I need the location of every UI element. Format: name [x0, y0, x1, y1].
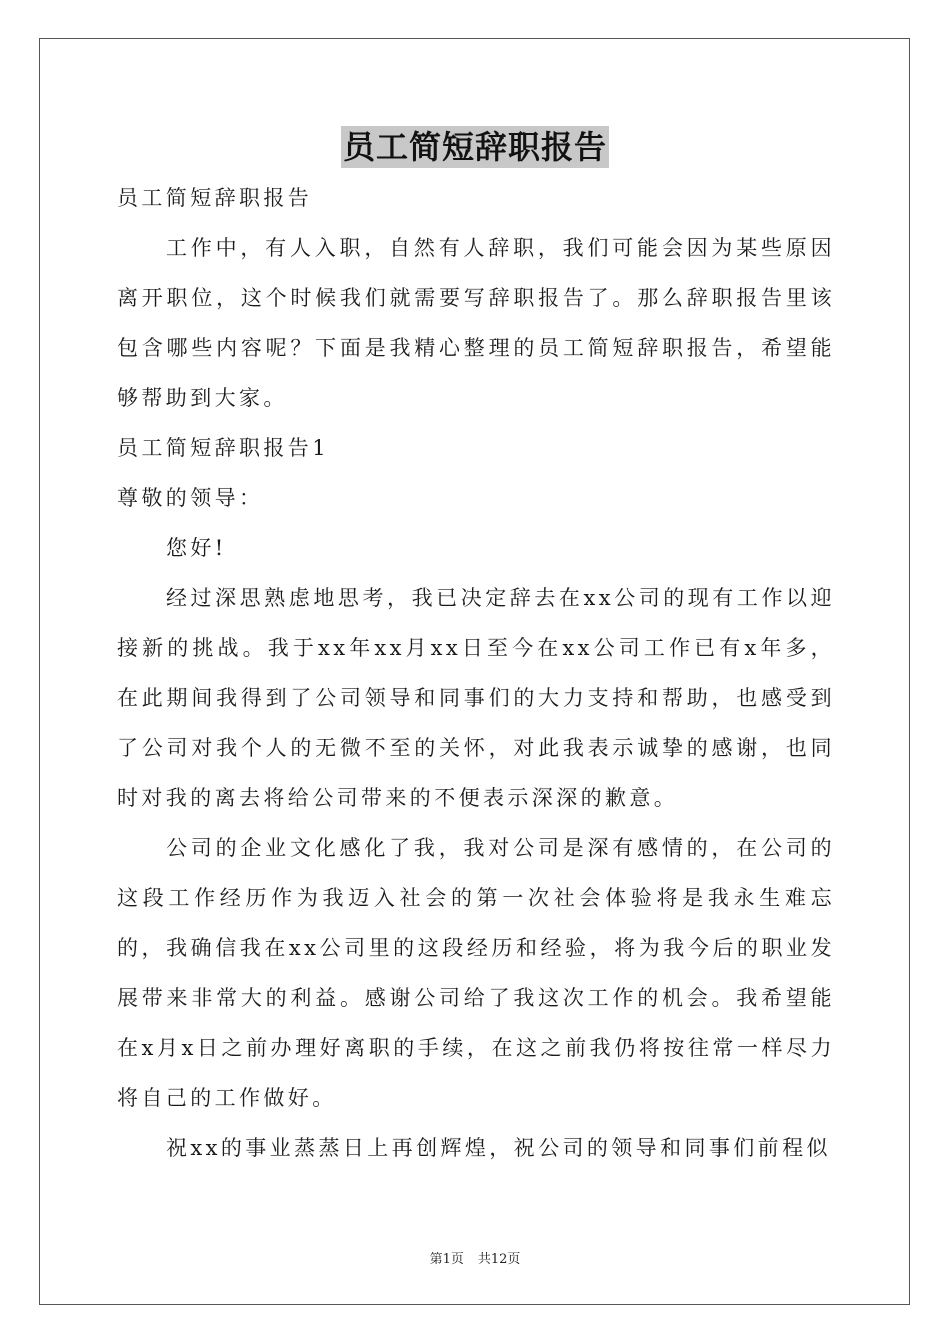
paragraph-body-1: 经过深思熟虑地思考，我已决定辞去在xx公司的现有工作以迎接新的挑战。我于xx年xx月xx日至今在xx公司工作已有x年多，在此期间我得到了公司领导和同事们的大力支持和帮助，也感受到了公司对我个人的无微不至的关怀，对此我表示诚挚的感谢，也同时对我的离去将给公司带来的不便表示深深的歉意。 — [117, 586, 835, 810]
paragraph-heading: 员工简短辞职报告 — [117, 186, 313, 210]
paragraph-salutation: 尊敬的领导： — [117, 486, 264, 510]
document-title: 员工简短辞职报告 — [342, 128, 607, 166]
page-footer — [0, 1248, 950, 1267]
page-total: 共12页 — [477, 1252, 521, 1267]
paragraph-subheading: 员工简短辞职报告1 — [117, 436, 329, 460]
paragraph-body-2: 公司的企业文化感化了我，我对公司是深有感情的，在公司的这段工作经历作为我迈入社会的第一次社会体验将是我永生难忘的，我确信我在xx公司里的这段经历和经验，将为我今后的职业发展带来非常大的利益。感谢公司给了我这次工作的机会。我希望能在x月x日之前办理好离职的手续，在这之前我仍将按往常一样尽力将自己的工作做好。 — [117, 836, 835, 1110]
title-area — [0, 126, 950, 168]
paragraph-greeting: 您好! — [166, 536, 227, 560]
page-number: 第1页 — [429, 1252, 464, 1267]
document-body — [117, 173, 835, 1173]
paragraph-intro: 工作中，有人入职，自然有人辞职，我们可能会因为某些原因离开职位，这个时候我们就需要写辞职报告了。那么辞职报告里该包含哪些内容呢？下面是我精心整理的员工简短辞职报告，希望能够帮助到大家。 — [117, 236, 835, 410]
paragraph-body-3: 祝xx的事业蒸蒸日上再创辉煌，祝公司的领导和同事们前程似 — [166, 1136, 831, 1160]
